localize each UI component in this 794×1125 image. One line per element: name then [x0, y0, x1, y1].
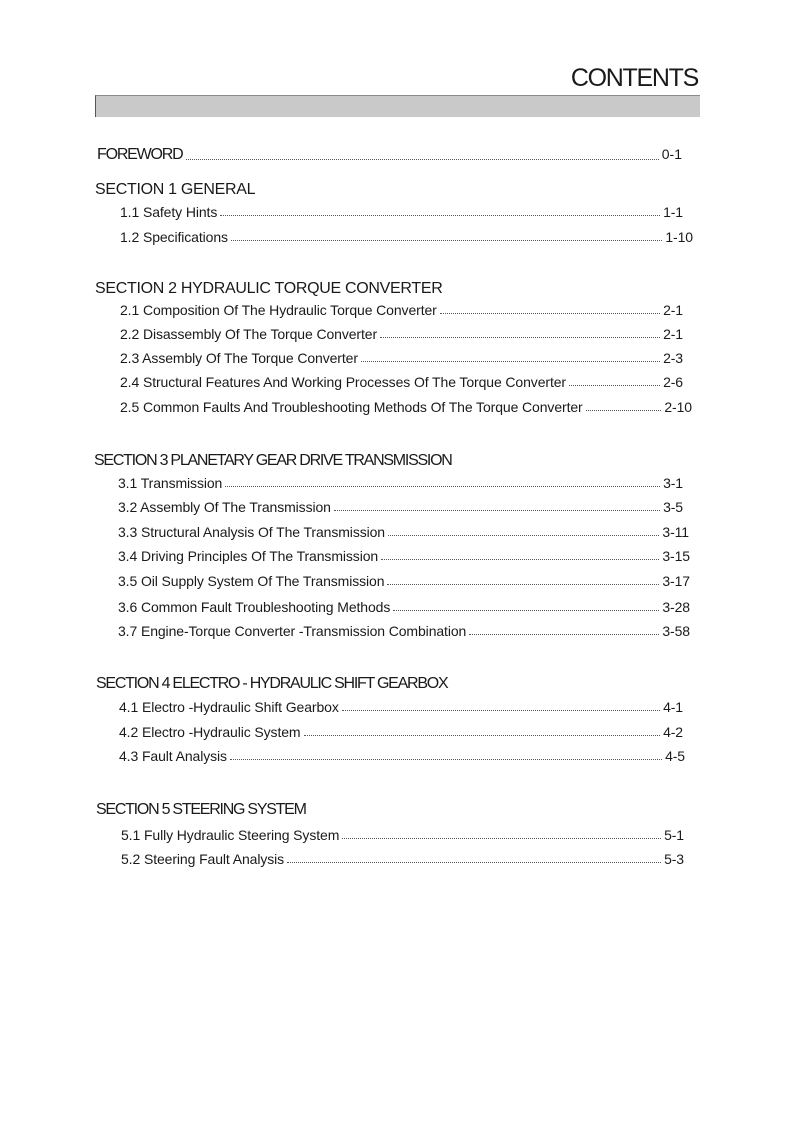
toc-entry [118, 573, 690, 589]
page-title: CONTENTS [570, 64, 698, 92]
dot-leader [440, 312, 660, 314]
toc-entry-page: 3-28 [662, 599, 690, 615]
toc-entry-label: 5.2 Steering Fault Analysis [121, 851, 285, 867]
toc-entry [121, 827, 684, 843]
toc-entry-page: 4-2 [663, 724, 683, 740]
section-heading: SECTION 5 STEERING SYSTEM [96, 801, 306, 818]
toc-entry-label: 2.4 Structural Features And Working Processes Of The Torque Converter [120, 374, 566, 390]
toc-entry-label: 3.1 Transmission [118, 475, 223, 491]
dot-leader [334, 509, 660, 511]
toc-entry [119, 724, 683, 740]
toc-entry-label: 4.1 Electro -Hydraulic Shift Gearbox [119, 699, 339, 715]
dot-leader [220, 214, 660, 216]
section-heading: SECTION 3 PLANETARY GEAR DRIVE TRANSMISSION [94, 452, 452, 469]
toc-entry-page: 2-1 [663, 302, 683, 318]
toc-entry-page: 2-1 [663, 326, 683, 342]
toc-entry [119, 699, 683, 715]
toc-entry-page: 2-6 [663, 374, 683, 390]
dot-leader [387, 583, 659, 585]
toc-entry-label: 2.1 Composition Of The Hydraulic Torque Converter [120, 302, 437, 318]
toc-entry [119, 748, 685, 764]
toc-entry-page: 4-1 [663, 699, 683, 715]
toc-entry-page: 3-58 [662, 623, 690, 639]
dot-leader [388, 534, 659, 536]
toc-entry-label: 5.1 Fully Hydraulic Steering System [121, 827, 340, 843]
dot-leader [342, 709, 660, 711]
toc-entry-page: 3-15 [662, 548, 690, 564]
dot-leader [393, 609, 659, 611]
toc-entry-label: 4.2 Electro -Hydraulic System [119, 724, 301, 740]
toc-entry-page: 3-17 [662, 573, 690, 589]
toc-entry-page: 1-10 [665, 229, 693, 245]
dot-leader [230, 758, 662, 760]
dot-leader [287, 861, 661, 863]
toc-entry-label: 3.5 Oil Supply System Of The Transmission [118, 573, 385, 589]
toc-entry-page: 3-1 [663, 475, 683, 491]
toc-entry [120, 374, 683, 390]
toc-entry-page: 5-1 [664, 827, 684, 843]
toc-entry-page: 2-10 [664, 399, 692, 415]
toc-entry [120, 229, 693, 245]
dot-leader [225, 485, 660, 487]
toc-entry [121, 851, 684, 867]
dot-leader [231, 239, 662, 241]
dot-leader [569, 384, 660, 386]
toc-entry-page: 1-1 [663, 204, 683, 220]
toc-entry-page: 5-3 [664, 851, 684, 867]
toc-entry-label: 3.7 Engine-Torque Converter -Transmission Combination [118, 623, 467, 639]
dot-leader [469, 633, 659, 635]
toc-entry [120, 326, 683, 342]
toc-entry-label: 3.2 Assembly Of The Transmission [118, 499, 331, 515]
toc-entry-label: 2.2 Disassembly Of The Torque Converter [120, 326, 378, 342]
section-heading: SECTION 1 GENERAL [95, 181, 256, 198]
dot-leader [342, 837, 661, 839]
toc-entry-page: 3-11 [662, 524, 689, 540]
dot-leader [304, 734, 661, 736]
toc-entry [118, 524, 689, 540]
dot-leader [361, 360, 660, 362]
toc-entry [118, 499, 683, 515]
toc-entry-page: 3-5 [663, 499, 683, 515]
toc-entry [120, 399, 692, 415]
toc-entry [120, 204, 683, 220]
toc-entry-label: 2.3 Assembly Of The Torque Converter [120, 350, 358, 366]
toc-entry-page: 2-3 [663, 350, 683, 366]
toc-entry-label: FOREWORD [97, 146, 183, 163]
toc-entry-foreword [97, 146, 682, 164]
toc-entry-page: 0-1 [661, 146, 682, 162]
section-heading: SECTION 4 ELECTRO - HYDRAULIC SHIFT GEARBOX [96, 675, 448, 692]
toc-entry [120, 302, 683, 318]
section-heading: SECTION 2 HYDRAULIC TORQUE CONVERTER [95, 280, 443, 297]
toc-entry-label: 4.3 Fault Analysis [119, 748, 227, 764]
dot-leader [381, 558, 659, 560]
toc-entry [118, 475, 683, 491]
toc-entry [118, 599, 690, 615]
toc-entry [120, 350, 683, 366]
toc-entry-page: 4-5 [665, 748, 685, 764]
dot-leader [586, 409, 662, 411]
toc-entry [118, 623, 690, 639]
dot-leader [186, 158, 659, 160]
toc-entry [118, 548, 690, 564]
toc-entry-label: 1.2 Specifications [120, 229, 228, 245]
toc-entry-label: 2.5 Common Faults And Troubleshooting Methods Of The Torque Converter [120, 399, 583, 415]
toc-entry-label: 3.3 Structural Analysis Of The Transmission [118, 524, 385, 540]
toc-entry-label: 3.6 Common Fault Troubleshooting Methods [118, 599, 391, 615]
toc-entry-label: 1.1 Safety Hints [120, 204, 218, 220]
toc-entry-label: 3.4 Driving Principles Of The Transmission [118, 548, 379, 564]
dot-leader [380, 336, 660, 338]
